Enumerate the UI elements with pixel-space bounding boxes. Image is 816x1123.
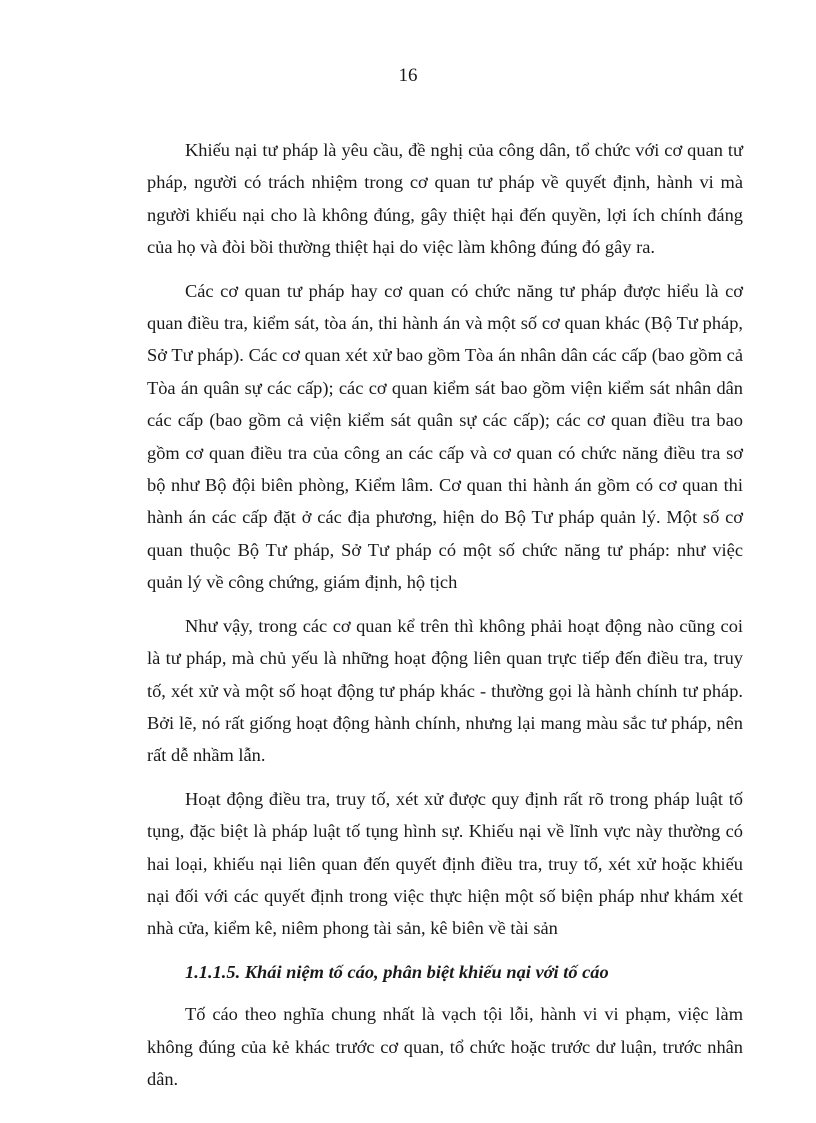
- page-content: [147, 134, 743, 1106]
- section-heading: 1.1.1.5. Khái niệm tố cáo, phân biệt khiếu nại với tố cáo: [185, 961, 609, 982]
- paragraph-nhu-vay: Như vậy, trong các cơ quan kể trên thì không phải hoạt động nào cũng coi là tư pháp, mà chủ yếu là những hoạt động liên quan trực tiếp đến điều tra, truy tố, xét xử và một số hoạt động tư pháp khác - thường gọi là hành chính tư pháp. Bởi lẽ, nó rất giống hoạt động hành chính, nhưng lại mang màu sắc tư pháp, nên rất dễ nhầm lẫn.: [147, 615, 743, 766]
- paragraph-co-quan-tu-phap: Các cơ quan tư pháp hay cơ quan có chức năng tư pháp được hiểu là cơ quan điều tra, kiểm sát, tòa án, thi hành án và một số cơ quan khác (Bộ Tư pháp, Sở Tư pháp). Các cơ quan xét xử bao gồm Tòa án nhân dân các cấp (bao gồm cả Tòa án quân sự các cấp); các cơ quan kiểm sát bao gồm viện kiểm sát nhân dân các cấp (bao gồm cả viện kiểm sát quân sự các cấp); các cơ quan điều tra bao gồm cơ quan điều tra của công an các cấp và cơ quan có chức năng điều tra sơ bộ như Bộ đội biên phòng, Kiểm lâm. Cơ quan thi hành án gồm có cơ quan thi hành án các cấp đặt ở các địa phương, hiện do Bộ Tư pháp quản lý. Một số cơ quan thuộc Bộ Tư pháp, Sở Tư pháp có một số chức năng tư pháp: như việc quản lý về công chứng, giám định, hộ tịch: [147, 280, 743, 593]
- page-number: 16: [398, 65, 418, 86]
- paragraph-to-cao: Tố cáo theo nghĩa chung nhất là vạch tội lỗi, hành vi vi phạm, việc làm không đúng của kẻ khác trước cơ quan, tổ chức hoặc trước dư luận, trước nhân dân.: [147, 1004, 743, 1089]
- paragraph-khieu-nai-tu-phap: Khiếu nại tư pháp là yêu cầu, đề nghị của công dân, tổ chức với cơ quan tư pháp, người có trách nhiệm trong cơ quan tư pháp về quyết định, hành vi mà người khiếu nại cho là không đúng, gây thiệt hại đến quyền, lợi ích chính đáng của họ và đòi bồi thường thiệt hại do việc làm không đúng đó gây ra.: [147, 140, 743, 258]
- paragraph-hoat-dong-dieu-tra: Hoạt động điều tra, truy tố, xét xử được quy định rất rõ trong pháp luật tố tụng, đặc biệt là pháp luật tố tụng hình sự. Khiếu nại về lĩnh vực này thường có hai loại, khiếu nại liên quan đến quyết định điều tra, truy tố, xét xử hoặc khiếu nại đối với các quyết định trong việc thực hiện một số biện pháp như khám xét nhà cửa, kiểm kê, niêm phong tài sản, kê biên về tài sản: [147, 788, 743, 939]
